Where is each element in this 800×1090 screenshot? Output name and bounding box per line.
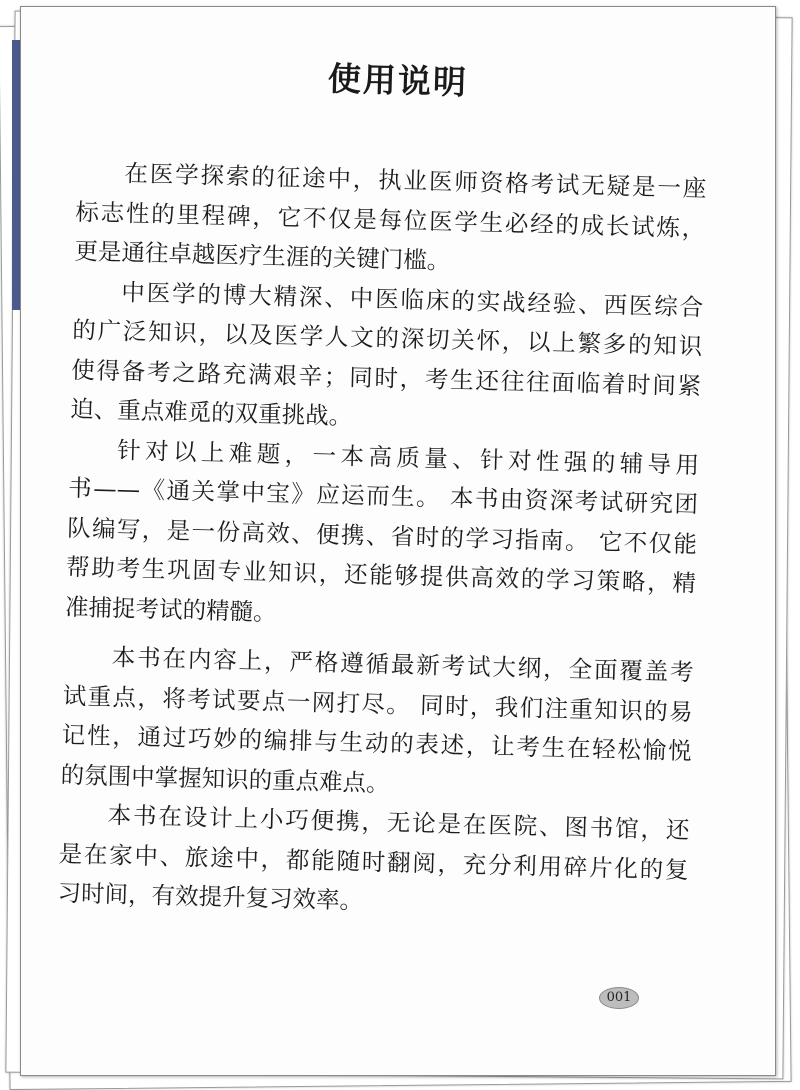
text-line: 帮助考生巩固专业知识，还能够提供高效的学习策略，精 (65, 552, 697, 598)
page-edge-strip (12, 40, 20, 310)
page-number-badge: 001 (599, 987, 639, 1009)
text-line: 试重点，将考试要点一网打尽。 同时，我们注重知识的易 (62, 681, 693, 726)
paragraph (74, 153, 707, 288)
text-line: 书——《通关掌中宝》应运而生。 本书由资深考试研究团 (67, 473, 699, 519)
text-line: 本书在内容上，严格遵循最新考试大纲，全面覆盖考 (111, 643, 694, 687)
text-line: 是在家中、旅途中，都能随时翻阅，充分利用碎片化的复 (58, 839, 689, 884)
paragraph (57, 795, 690, 930)
document-page (20, 6, 776, 1076)
text-line: 在医学探索的征途中，执业医师资格考试无疑是一座 (124, 159, 707, 203)
text-line: 使得备考之路充满艰辛；同时，考生还往往面临着时间紧 (70, 355, 702, 400)
text-line: 队编写，是一份高效、便携、省时的学习指南。 它不仅能 (66, 513, 698, 558)
text-line: 的氛围中掌握知识的重点难点。 (60, 760, 390, 797)
paragraph (70, 271, 704, 445)
document-body (57, 153, 707, 930)
paragraph (60, 637, 694, 811)
text-line: 针对以上难题，一本高质量、针对性强的辅导用 (116, 435, 700, 479)
text-line: 迫、重点难觅的双重挑战。 (69, 394, 353, 431)
text-line: 中医学的博大精深、中医临床的实战经验、西医综合 (121, 277, 704, 321)
text-line: 的广泛知识，以及医学人文的深切关怀，以上繁多的知识 (72, 315, 703, 361)
paragraph (65, 429, 700, 643)
text-line: 更是通往卓越医疗生涯的关键门槛。 (74, 236, 451, 275)
text-line: 本书在设计上小巧便携，无论是在医院、图书馆，还 (107, 801, 690, 845)
page-title: 使用说明 (327, 59, 469, 102)
text-line: 标志性的里程碑，它不仅是每位医学生必经的成长试炼， (75, 197, 706, 242)
text-line: 记性，通过巧妙的编排与生动的表述，让考生在轻松愉悦 (61, 720, 692, 766)
text-line: 准捕捉考试的精髓。 (64, 592, 277, 626)
text-line: 习时间，有效提升复习效率。 (57, 878, 364, 915)
